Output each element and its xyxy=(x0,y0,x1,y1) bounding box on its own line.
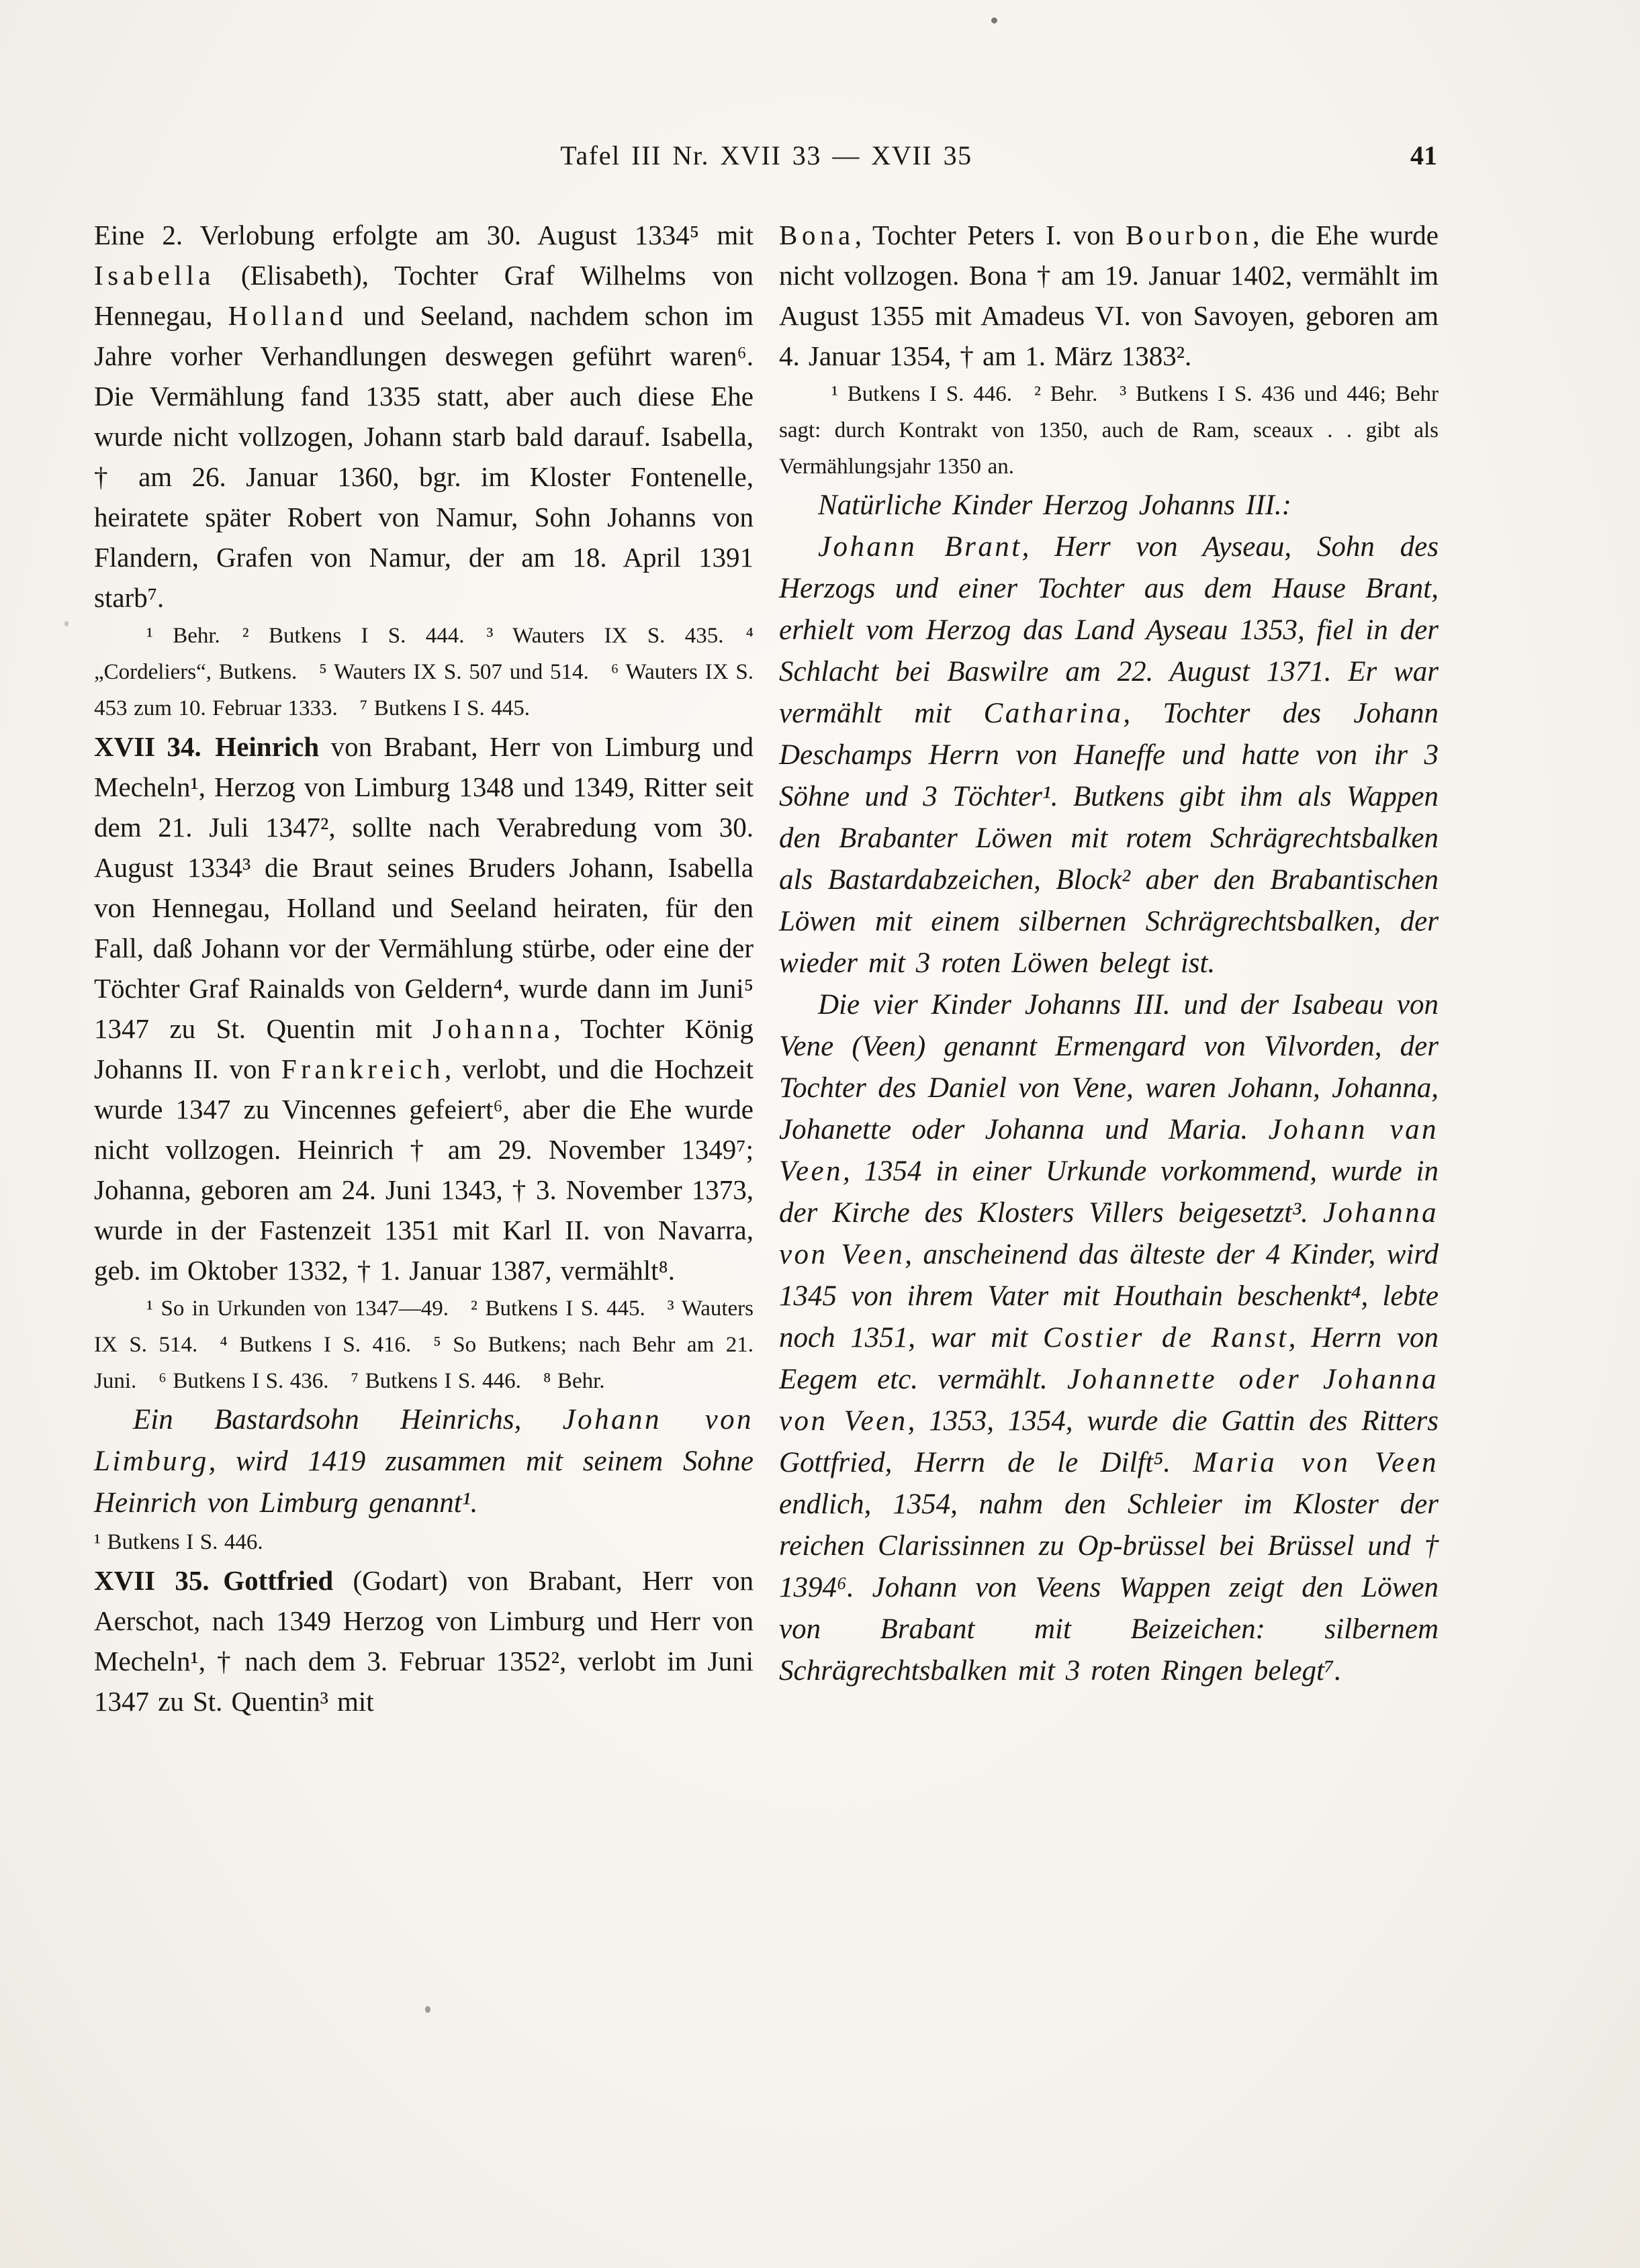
veen-children-paragraph xyxy=(779,984,1439,1692)
text-run: , Tochter des Johann Deschamps Herrn von Haneffe und hatte von ihr 3 Söhne und 3 Töchter¹. Butkens gibt ihm als Wappen den Brabanter Löwen mit rotem Schrägrechtsbalken als Bastardabzeichen, Block² aber den Brabantischen Löwen mit einem silbernen Schrägrechtsbalken, der wieder mit 3 roten Löwen belegt ist. xyxy=(779,698,1439,979)
scan-speck xyxy=(64,621,69,626)
letterspaced-name-run: Frankreich xyxy=(281,1053,445,1084)
scan-speck xyxy=(425,2006,430,2013)
letterspaced-name-run: Johann van Veen xyxy=(779,1114,1439,1187)
entry-xvii35-paragraph xyxy=(94,1560,754,1721)
footnotes-xvii35 xyxy=(779,376,1439,485)
letterspaced-name-run: Maria von Veen xyxy=(1193,1447,1439,1478)
letterspaced-name-run: Bourbon xyxy=(1125,220,1253,250)
letterspaced-name-run: Isabella xyxy=(94,260,215,291)
running-title: Tafel III Nr. XVII 33 — XVII 35 xyxy=(560,140,972,171)
text-run: , Tochter König Johanns II. von xyxy=(94,1013,754,1084)
text-run: , 1354 in einer Urkunde vorkommend, wurde in der Kirche des Klosters Villers beigesetzt³. xyxy=(779,1155,1439,1229)
johann-brant-paragraph xyxy=(779,526,1439,984)
bastard-son-note xyxy=(94,1399,754,1524)
text-run: , 1353, 1354, wurde die Gattin des Ritters Gottfried, Herrn de le Dilft⁵. xyxy=(779,1405,1439,1478)
text-run: , wird 1419 zusammen mit seinem Sohne Heinrich von Limburg genannt¹. xyxy=(94,1446,754,1519)
text-run: , verlobt, und die Hochzeit wurde 1347 zu Vincennes gefeiert⁶, aber die Ehe wurde nicht vollzogen. Heinrich † am 29. November 1349⁷; Johanna, geboren am 24. Juni 1343, † 3. November 1373, wurde in der Fastenzeit 1351 mit Karl II. von Navarra, geb. im Oktober 1332, † 1. Januar 1387, vermählt⁸. xyxy=(94,1053,754,1286)
text-run: ¹ So in Urkunden von 1347—49. ² Butkens I S. 445. ³ Wauters IX S. 514. ⁴ Butkens I S. 416. ⁵ So Butkens; nach Behr am 21. Juni. ⁶ Butkens I S. 436. ⁷ Butkens I S. 446. ⁸ Behr. xyxy=(94,1296,754,1393)
footnotes-xvii34 xyxy=(94,1290,754,1399)
text-run: Die vier Kinder Johanns III. und der Isabeau von Vene (Veen) genannt Ermengard von Vilvorden, der Tochter des Daniel von Vene, waren Johann, Johanna, Johanette oder Johanna und Maria. xyxy=(779,989,1439,1145)
footnotes-xvii33 xyxy=(94,618,754,726)
letterspaced-name-run: Bona xyxy=(779,220,855,250)
text-run: , die Ehe wurde nicht vollzogen. Bona † am 19. Januar 1402, vermählt im August 1355 mit Amadeus VI. von Savoyen, geboren am 4. Januar 1354, † am 1. März 1383². xyxy=(779,220,1439,371)
bold-text-run: XVII 34. xyxy=(94,731,201,762)
letterspaced-name-run: Johanna xyxy=(432,1013,554,1044)
scan-speck xyxy=(991,17,997,23)
text-run: ¹ Butkens I S. 446. ² Behr. ³ Butkens I S. 436 und 446; Behr sagt: durch Kontrakt von 1350, auch de Ram, sceaux . . gibt als Vermählungsjahr 1350 an. xyxy=(779,382,1439,479)
text-run: (Elisabeth), Tochter Graf Wilhelms von Hennegau, xyxy=(94,260,754,331)
text-run: , Tochter Peters I. von xyxy=(854,220,1126,250)
xvii35-continuation-paragraph xyxy=(779,215,1439,376)
natural-children-heading xyxy=(779,485,1439,526)
text-run: Natürliche Kinder Herzog Johanns III.: xyxy=(818,489,1291,521)
text-run: Eine 2. Verlobung erfolgte am 30. August 1334⁵ mit xyxy=(94,220,754,250)
left-text-column xyxy=(94,215,754,1721)
entry-xvii34-paragraph xyxy=(94,726,754,1290)
text-run: von Brabant, Herr von Limburg und Mecheln¹, Herzog von Limburg 1348 und 1349, Ritter seit dem 21. Juli 1347², sollte nach Verabredung vom 30. August 1334³ die Braut seines Bruders Johann, Isabella von Hennegau, Holland und Seeland heiraten, für den Fall, daß Johann vor der Vermählung stürbe, oder eine der Töchter Graf Rainalds von Geldern⁴, wurde dann im Juni⁵ 1347 zu St. Quentin mit xyxy=(94,731,754,1044)
bold-text-run: XVII 35. xyxy=(94,1565,210,1596)
letterspaced-name-run: Johann Brant xyxy=(818,531,1022,563)
footnote-bastard-son-note xyxy=(94,1524,754,1560)
text-run: , Herr von Ayseau, Sohn des Herzogs und einer Tochter aus dem Hause Brant, erhielt vom Herzog das Land Ayseau 1353, fiel in der Schlacht bei Baswilre am 22. August 1371. Er war vermählt mit xyxy=(779,531,1439,729)
bold-text-run: Heinrich xyxy=(215,731,320,762)
right-text-column xyxy=(779,215,1439,1692)
text-run xyxy=(210,1565,224,1596)
text-run: Ein Bastardsohn Heinrichs, xyxy=(133,1404,563,1435)
text-run: ¹ Butkens I S. 446. xyxy=(94,1530,263,1554)
xvii33-continuation-paragraph xyxy=(94,215,754,618)
letterspaced-name-run: Holland xyxy=(228,300,348,331)
letterspaced-name-run: Costier de Ranst xyxy=(1043,1322,1289,1354)
page-number: 41 xyxy=(1410,140,1437,171)
text-run: und Seeland, nachdem schon im Jahre vorher Verhandlungen deswegen geführt waren⁶. Die Vermählung fand 1335 statt, aber auch diese Ehe wurde nicht vollzogen, Johann starb bald darauf. Isabella, † am 26. Januar 1360, bgr. im Kloster Fontenelle, heiratete später Robert von Namur, Sohn Johanns von Flandern, Grafen von Namur, der am 18. April 1391 starb⁷. xyxy=(94,300,754,613)
letterspaced-name-run: Johann von Limburg xyxy=(94,1404,754,1477)
text-run: ¹ Behr. ² Butkens I S. 444. ³ Wauters IX S. 435. ⁴ „Cordeliers“, Butkens. ⁵ Wauters IX S. 507 und 514. ⁶ Wauters IX S. 453 zum 10. Februar 1333. ⁷ Butkens I S. 445. xyxy=(94,624,754,720)
letterspaced-name-run: Catharina xyxy=(983,698,1124,729)
page-header xyxy=(94,140,1439,180)
text-run xyxy=(201,731,216,762)
text-run: (Godart) von Brabant, Herr von Aerschot, nach 1349 Herzog von Limburg und Herr von Mecheln¹, † nach dem 3. Februar 1352², verlobt im Juni 1347 zu St. Quentin³ mit xyxy=(94,1565,754,1717)
text-run: , Herrn von Eegem etc. vermählt. xyxy=(779,1322,1439,1395)
bold-text-run: Gottfried xyxy=(223,1565,334,1596)
letterspaced-name-run: Johanna von Veen xyxy=(779,1197,1439,1270)
text-run: endlich, 1354, nahm den Schleier im Kloster der reichen Clarissinnen zu Op-brüssel bei Brüssel und † 1394⁶. Johann von Veens Wappen zeigt den Löwen von Brabant mit Beizeichen: silbernem Schrägrechtsbalken mit 3 roten Ringen belegt⁷. xyxy=(779,1489,1439,1687)
text-run: , anscheinend das älteste der 4 Kinder, wird 1345 von ihrem Vater mit Houthain beschenkt⁴, lebte noch 1351, war mit xyxy=(779,1239,1439,1354)
letterspaced-name-run: Johannette oder Johanna von Veen xyxy=(779,1364,1439,1437)
